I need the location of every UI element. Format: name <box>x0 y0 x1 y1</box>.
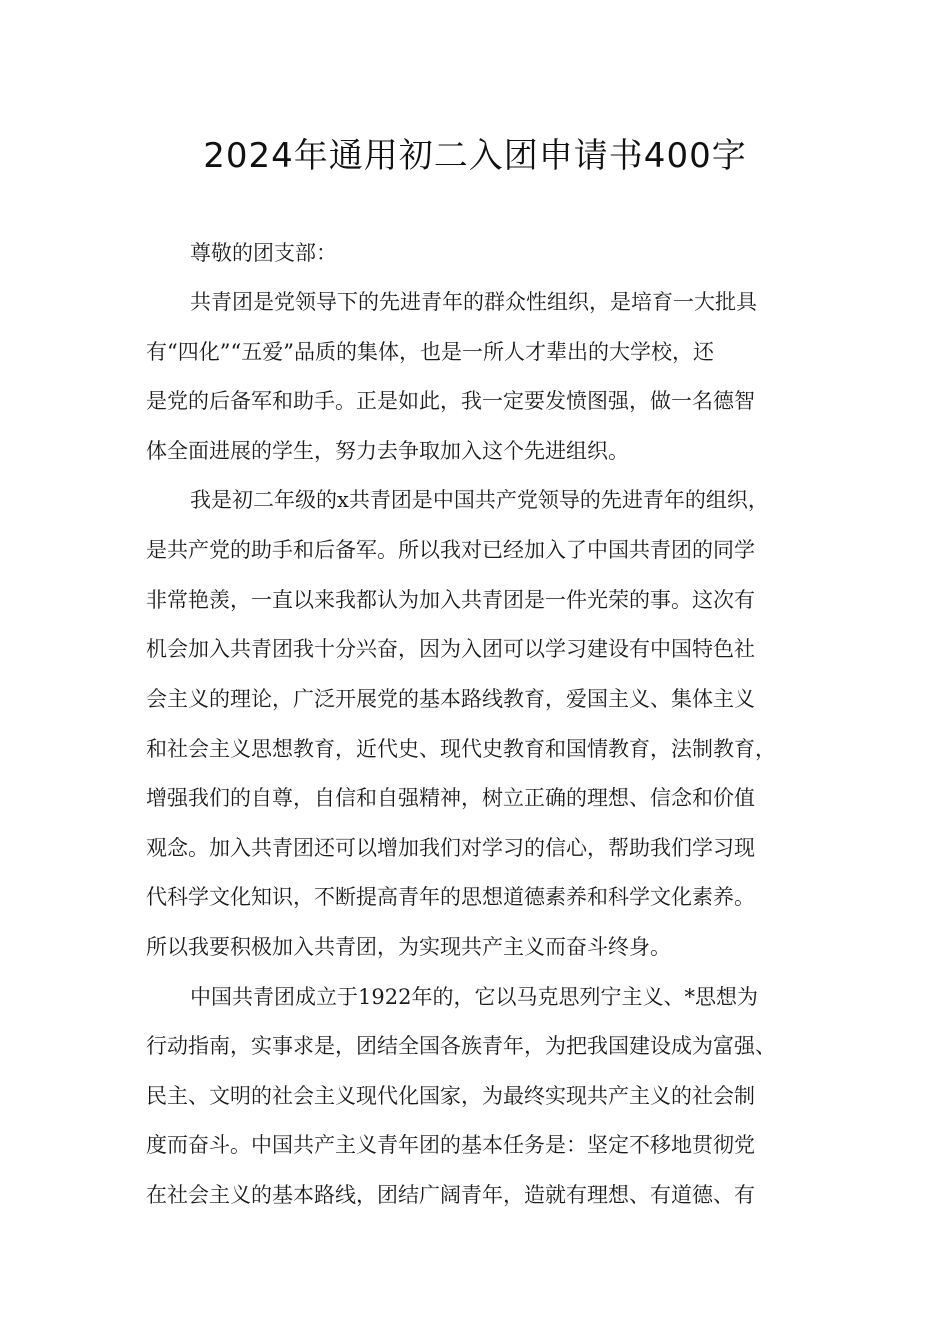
text-line: 观念。加入共青团还可以增加我们对学习的信心，帮助我们学习现 <box>146 836 755 860</box>
text-line: 在社会主义的基本路线，团结广阔青年，造就有理想、有道德、有 <box>146 1183 755 1207</box>
text-line: 所以我要积极加入共青团，为实现共产主义而奋斗终身。 <box>146 935 671 959</box>
text-line: 非常艳羡，一直以来我都认为加入共青团是一件光荣的事。这次有 <box>146 588 755 612</box>
text-line: 民主、文明的社会主义现代化国家，为最终实现共产主义的社会制 <box>146 1084 755 1108</box>
text-line: 度而奋斗。中国共产主义青年团的基本任务是：坚定不移地贯彻党 <box>146 1133 755 1157</box>
document-title: 2024年通用初二入团申请书400字 <box>203 136 747 176</box>
text-line: 有“四化”“五爱”品质的集体，也是一所人才辈出的大学校，还 <box>146 340 714 364</box>
text-line: 机会加入共青团我十分兴奋，因为入团可以学习建设有中国特色社 <box>146 637 755 661</box>
text-line: 中国共青团成立于1922年的，它以马克思列宁主义、*思想为 <box>190 985 758 1009</box>
text-line: 代科学文化知识，不断提高青年的思想道德素养和科学文化素养。 <box>146 885 755 909</box>
text-line: 增强我们的自尊，自信和自强精神，树立正确的理想、信念和价值 <box>146 786 755 810</box>
greeting-line: 尊敬的团支部： <box>190 241 337 265</box>
text-line: 行动指南，实事求是，团结全国各族青年，为把我国建设成为富强、 <box>146 1034 776 1058</box>
text-line: 是共产党的助手和后备军。所以我对已经加入了中国共青团的同学 <box>146 538 755 562</box>
text-line: 会主义的理论，广泛开展党的基本路线教育，爱国主义、集体主义 <box>146 687 755 711</box>
text-line: 是党的后备军和助手。正是如此，我一定要发愤图强，做一名德智 <box>146 389 755 413</box>
text-line: 体全面进展的学生，努力去争取加入这个先进组织。 <box>146 439 629 463</box>
text-line: 和社会主义思想教育，近代史、现代史教育和国情教育，法制教育， <box>146 737 776 761</box>
text-line: 我是初二年级的x共青团是中国共产党领导的先进青年的组织， <box>190 488 769 512</box>
text-line: 共青团是党领导下的先进青年的群众性组织，是培育一大批具 <box>190 290 757 314</box>
